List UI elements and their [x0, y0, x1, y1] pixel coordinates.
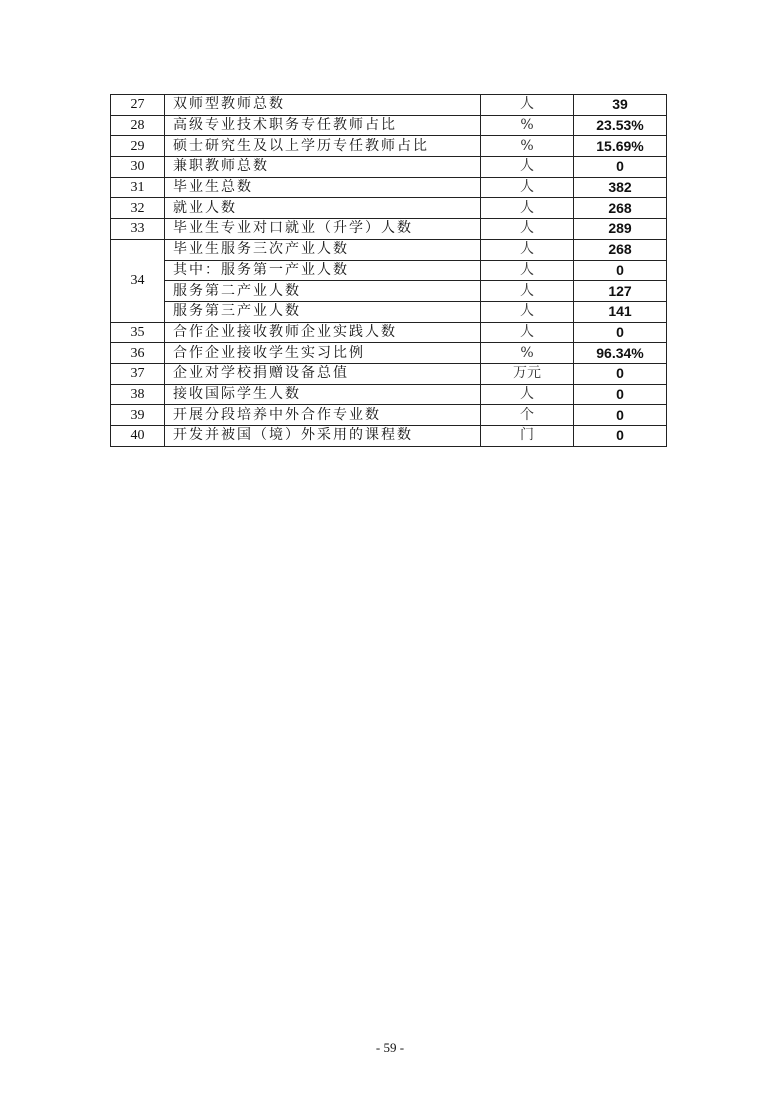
table-row [111, 384, 667, 405]
indicator-value: 141 [574, 301, 667, 322]
indicator-unit: 人 [481, 384, 574, 405]
indicator-name: 企业对学校捐赠设备总值 [165, 363, 481, 384]
table-row [111, 363, 667, 384]
statistics-table [110, 94, 667, 447]
indicator-value: 0 [574, 384, 667, 405]
row-number: 36 [111, 343, 165, 364]
indicator-name: 接收国际学生人数 [165, 384, 481, 405]
indicator-unit: 人 [481, 198, 574, 219]
indicator-unit: % [481, 136, 574, 157]
statistics-table-container [110, 94, 666, 447]
indicator-unit: 门 [481, 426, 574, 447]
indicator-value: 0 [574, 363, 667, 384]
table-row [111, 260, 667, 281]
row-number: 37 [111, 363, 165, 384]
indicator-name: 其中：服务第一产业人数 [165, 260, 481, 281]
indicator-unit: 人 [481, 260, 574, 281]
row-number: 27 [111, 95, 165, 116]
indicator-value: 39 [574, 95, 667, 116]
indicator-unit: 人 [481, 157, 574, 178]
indicator-value: 0 [574, 157, 667, 178]
indicator-name: 合作企业接收学生实习比例 [165, 343, 481, 364]
table-row [111, 281, 667, 302]
indicator-name: 服务第三产业人数 [165, 301, 481, 322]
indicator-unit: 人 [481, 219, 574, 240]
indicator-unit: 人 [481, 239, 574, 260]
row-number: 32 [111, 198, 165, 219]
indicator-value: 23.53% [574, 115, 667, 136]
table-row [111, 343, 667, 364]
table-row [111, 177, 667, 198]
table-row [111, 136, 667, 157]
table-row [111, 198, 667, 219]
indicator-name: 就业人数 [165, 198, 481, 219]
indicator-name: 合作企业接收教师企业实践人数 [165, 322, 481, 343]
indicator-name: 兼职教师总数 [165, 157, 481, 178]
indicator-value: 127 [574, 281, 667, 302]
table-row [111, 405, 667, 426]
indicator-unit: 万元 [481, 363, 574, 384]
indicator-unit: 人 [481, 95, 574, 116]
indicator-unit: 人 [481, 177, 574, 198]
indicator-value: 268 [574, 198, 667, 219]
row-number: 39 [111, 405, 165, 426]
row-number: 31 [111, 177, 165, 198]
page-number: - 59 - [375, 1040, 405, 1055]
indicator-value: 382 [574, 177, 667, 198]
indicator-name: 毕业生专业对口就业（升学）人数 [165, 219, 481, 240]
row-number: 35 [111, 322, 165, 343]
table-row [111, 95, 667, 116]
table-row [111, 115, 667, 136]
indicator-unit: % [481, 343, 574, 364]
indicator-value: 0 [574, 260, 667, 281]
table-row [111, 301, 667, 322]
indicator-value: 96.34% [574, 343, 667, 364]
row-number: 40 [111, 426, 165, 447]
indicator-unit: 人 [481, 322, 574, 343]
row-number-merged: 34 [111, 239, 165, 322]
row-number: 38 [111, 384, 165, 405]
indicator-name: 双师型教师总数 [165, 95, 481, 116]
row-number: 28 [111, 115, 165, 136]
table-row [111, 239, 667, 260]
indicator-value: 268 [574, 239, 667, 260]
indicator-value: 0 [574, 322, 667, 343]
table-row [111, 322, 667, 343]
indicator-value: 0 [574, 426, 667, 447]
indicator-name: 开展分段培养中外合作专业数 [165, 405, 481, 426]
indicator-name: 高级专业技术职务专任教师占比 [165, 115, 481, 136]
indicator-unit: 人 [481, 281, 574, 302]
indicator-name: 毕业生总数 [165, 177, 481, 198]
indicator-value: 289 [574, 219, 667, 240]
table-row [111, 426, 667, 447]
indicator-name: 开发并被国（境）外采用的课程数 [165, 426, 481, 447]
indicator-name: 硕士研究生及以上学历专任教师占比 [165, 136, 481, 157]
row-number: 33 [111, 219, 165, 240]
indicator-value: 15.69% [574, 136, 667, 157]
table-row [111, 219, 667, 240]
indicator-unit: 个 [481, 405, 574, 426]
indicator-value: 0 [574, 405, 667, 426]
table-row [111, 157, 667, 178]
indicator-name: 毕业生服务三次产业人数 [165, 239, 481, 260]
row-number: 29 [111, 136, 165, 157]
indicator-unit: 人 [481, 301, 574, 322]
indicator-name: 服务第二产业人数 [165, 281, 481, 302]
indicator-unit: % [481, 115, 574, 136]
row-number: 30 [111, 157, 165, 178]
